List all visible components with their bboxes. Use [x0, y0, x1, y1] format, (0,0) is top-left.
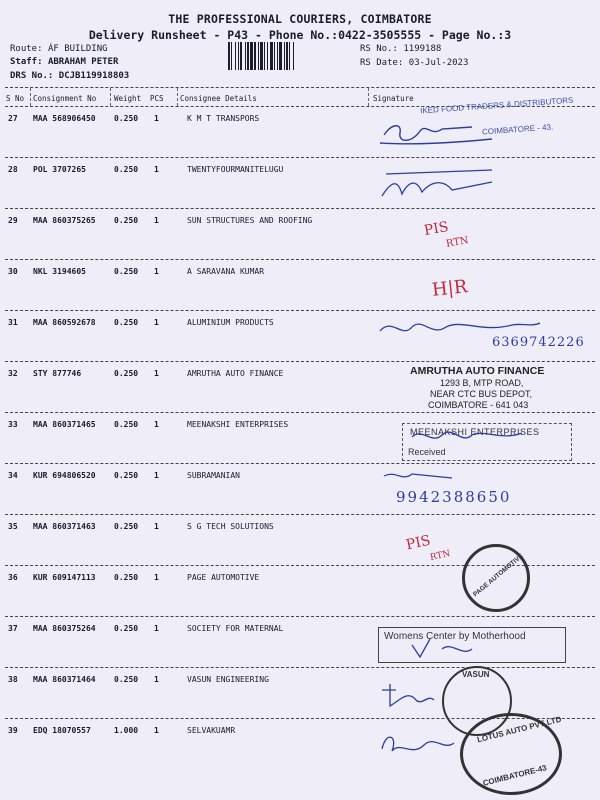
row-pcs: 1	[154, 624, 159, 633]
row-weight: 0.250	[114, 420, 139, 429]
received-stamp-label: Received	[408, 447, 446, 457]
row-pcs: 1	[154, 114, 159, 123]
row-pcs: 1	[154, 420, 159, 429]
company-stamp-line: 1293 B, MTP ROAD,	[440, 378, 524, 388]
row-weight: 0.250	[114, 267, 139, 276]
row-consignee: AMRUTHA AUTO FINANCE	[187, 369, 284, 378]
table-row	[0, 617, 600, 668]
row-consignee: K M T TRANSPORS	[187, 114, 260, 123]
barcode-bar	[250, 42, 253, 70]
barcode-bar	[228, 42, 230, 70]
handwritten-signature	[372, 415, 592, 461]
staff-line	[10, 57, 118, 67]
row-weight: 0.250	[114, 216, 139, 225]
barcode-bar	[270, 42, 273, 70]
row-sno: 31	[8, 318, 18, 327]
return-mark: PIS	[422, 218, 450, 240]
table-row	[0, 209, 600, 260]
row-sno: 32	[8, 369, 18, 378]
company-title: THE PROFESSIONAL COURIERS, COIMBATORE	[168, 12, 432, 26]
row-sno: 37	[8, 624, 18, 633]
col-consignment-header: Consignment No	[33, 94, 97, 103]
col-divider	[177, 88, 178, 106]
table-row	[0, 413, 600, 464]
row-sno: 30	[8, 267, 18, 276]
row-sno: 27	[8, 114, 18, 123]
col-weight-header: Weight	[114, 94, 142, 103]
row-consignment-no: MAA 860371464	[33, 675, 96, 684]
row-weight: 0.250	[114, 165, 139, 174]
row-signature	[372, 619, 592, 665]
row-sno: 38	[8, 675, 18, 684]
col-pcs-header: PCS	[150, 94, 164, 103]
barcode-bar	[293, 42, 294, 70]
rs-no-value: 1199188	[403, 44, 442, 54]
row-weight: 0.250	[114, 369, 139, 378]
row-consignee: SELVAKUAMR	[187, 726, 236, 735]
row-weight: 0.250	[114, 318, 139, 327]
return-mark-rtn: RTN	[429, 548, 452, 564]
traders-stamp: IKED FOOD TRADERS & DISTRIBUTORS	[419, 95, 574, 116]
row-sno: 29	[8, 216, 18, 225]
round-stamp-text: VASUN	[462, 670, 490, 679]
row-consignee: S G TECH SOLUTIONS	[187, 522, 274, 531]
row-weight: 0.250	[114, 522, 139, 531]
table-row	[0, 362, 600, 413]
row-pcs: 1	[154, 726, 159, 735]
col-divider	[110, 88, 111, 106]
row-consignee: SUN STRUCTURES AND ROOFING	[187, 216, 313, 225]
round-stamp-city: COIMBATORE-43	[481, 763, 548, 788]
route-label: Route:	[10, 44, 43, 54]
barcode-bar	[245, 42, 246, 70]
row-pcs: 1	[154, 318, 159, 327]
handwritten-signature	[372, 109, 592, 155]
staff-label: Staff:	[10, 57, 43, 67]
barcode-bar	[240, 42, 242, 70]
handwritten-phone: 6369742226	[492, 335, 585, 350]
row-consignee: ALUMINIUM PRODUCTS	[187, 318, 274, 327]
table-row	[0, 464, 600, 515]
route-line	[10, 44, 108, 54]
row-consignment-no: KUR 609147113	[33, 573, 96, 582]
company-stamp-line: NEAR CTC BUS DEPOT,	[430, 389, 533, 399]
row-weight: 0.250	[114, 573, 139, 582]
row-consignment-no: MAA 860371465	[33, 420, 96, 429]
row-signature	[372, 670, 592, 716]
row-sno: 35	[8, 522, 18, 531]
barcode	[228, 42, 353, 70]
row-consignee: MEENAKSHI ENTERPRISES	[187, 420, 289, 429]
traders-stamp-city: COIMBATORE - 43.	[481, 122, 554, 137]
hold-mark: H|R	[430, 276, 469, 301]
barcode-bar	[284, 42, 285, 70]
drs-label: DRS No.:	[10, 71, 54, 81]
barcode-bar	[258, 42, 259, 70]
runsheet-subtitle: Delivery Runsheet - P43 - Phone No.:0422-3505555 - Page No.:3	[88, 28, 512, 42]
row-signature	[372, 211, 592, 257]
row-consignment-no: MAA 860375264	[33, 624, 96, 633]
row-consignment-no: POL 3707265	[33, 165, 86, 174]
row-pcs: 1	[154, 675, 159, 684]
row-sno: 28	[8, 165, 18, 174]
row-sno: 36	[8, 573, 18, 582]
rs-date-value: 03-Jul-2023	[408, 58, 469, 68]
handwritten-signature	[372, 160, 592, 206]
barcode-bar	[277, 42, 278, 70]
barcode-bar	[286, 42, 288, 70]
row-consignment-no: MAA 860375265	[33, 216, 96, 225]
row-pcs: 1	[154, 522, 159, 531]
table-row	[0, 158, 600, 209]
drs-value: DCJB119918803	[58, 71, 130, 81]
row-sno: 33	[8, 420, 18, 429]
barcode-bar	[264, 42, 265, 70]
barcode-bar	[254, 42, 256, 70]
row-consignee: PAGE AUTOMOTIVE	[187, 573, 260, 582]
handwritten-signature	[372, 466, 592, 486]
return-mark: PIS	[404, 532, 432, 554]
row-consignment-no: KUR 694806520	[33, 471, 96, 480]
col-signature-header: Signature	[373, 94, 414, 103]
clinic-stamp-name: Womens Center by Motherhood	[384, 631, 526, 642]
rs-date-label: RS Date:	[360, 58, 404, 68]
company-stamp-name: AMRUTHA AUTO FINANCE	[410, 365, 545, 377]
barcode-bar	[279, 42, 282, 70]
row-pcs: 1	[154, 573, 159, 582]
table-row	[0, 714, 600, 800]
received-stamp-name: MEENAKSHI ENTERPRISES	[410, 427, 540, 437]
col-consignee-header: Consignee Details	[180, 94, 257, 103]
return-mark-rtn: RTN	[445, 235, 470, 250]
row-pcs: 1	[154, 267, 159, 276]
handwritten-signature	[372, 619, 592, 665]
barcode-bar	[231, 42, 232, 70]
row-signature	[372, 313, 592, 359]
row-consignee: VASUN ENGINEERING	[187, 675, 269, 684]
col-divider	[30, 88, 31, 106]
row-pcs: 1	[154, 471, 159, 480]
row-pcs: 1	[154, 165, 159, 174]
row-signature	[372, 714, 592, 795]
row-sno: 39	[8, 726, 18, 735]
route-value: ÁF BUILDING	[47, 44, 108, 54]
rs-date-line	[360, 58, 468, 68]
row-signature	[372, 262, 592, 308]
row-consignee: SOCIETY FOR MATERNAL	[187, 624, 284, 633]
handwritten-phone: 9942388650	[396, 488, 512, 506]
barcode-bar	[289, 42, 290, 70]
row-consignment-no: EDQ 18070557	[33, 726, 91, 735]
col-divider	[368, 88, 369, 106]
table-row	[0, 260, 600, 311]
staff-value: ABRAHAM PETER	[47, 57, 119, 67]
table-row	[0, 668, 600, 719]
row-weight: 0.250	[114, 114, 139, 123]
round-stamp-text: LOTUS AUTO PVT LTD	[476, 714, 563, 745]
row-consignee: A SARAVANA KUMAR	[187, 267, 265, 276]
barcode-bar	[238, 42, 239, 70]
row-signature	[372, 364, 592, 414]
row-consignment-no: MAA 568906450	[33, 114, 96, 123]
row-consignment-no: STY 877746	[33, 369, 82, 378]
col-sno-header: S No	[6, 94, 25, 103]
row-consignment-no: NKL 3194605	[33, 267, 86, 276]
barcode-bar	[247, 42, 249, 70]
row-weight: 1.000	[114, 726, 139, 735]
row-weight: 0.250	[114, 471, 139, 480]
barcode-bar	[274, 42, 275, 70]
row-signature	[372, 466, 592, 512]
row-consignee: SUBRAMANIAN	[187, 471, 240, 480]
barcode-bar	[267, 42, 268, 70]
row-consignee: TWENTYFOURMANITELUGU	[187, 165, 284, 174]
barcode-bar	[235, 42, 236, 70]
row-sno: 34	[8, 471, 18, 480]
row-signature	[372, 160, 592, 206]
drs-line	[10, 71, 129, 81]
row-weight: 0.250	[114, 675, 139, 684]
row-signature	[372, 415, 592, 461]
table-row	[0, 311, 600, 362]
row-consignment-no: MAA 860371463	[33, 522, 96, 531]
company-stamp-line: COIMBATORE - 641 043	[428, 400, 529, 410]
row-pcs: 1	[154, 369, 159, 378]
table-top-rule	[5, 87, 595, 88]
row-consignment-no: MAA 860592678	[33, 318, 96, 327]
barcode-bar	[260, 42, 263, 70]
rs-no-label: RS No.:	[360, 44, 398, 54]
row-weight: 0.250	[114, 624, 139, 633]
rs-no-line	[360, 44, 441, 54]
round-stamp-text: PAGE AUTOMOTIVE	[472, 552, 525, 599]
row-pcs: 1	[154, 216, 159, 225]
